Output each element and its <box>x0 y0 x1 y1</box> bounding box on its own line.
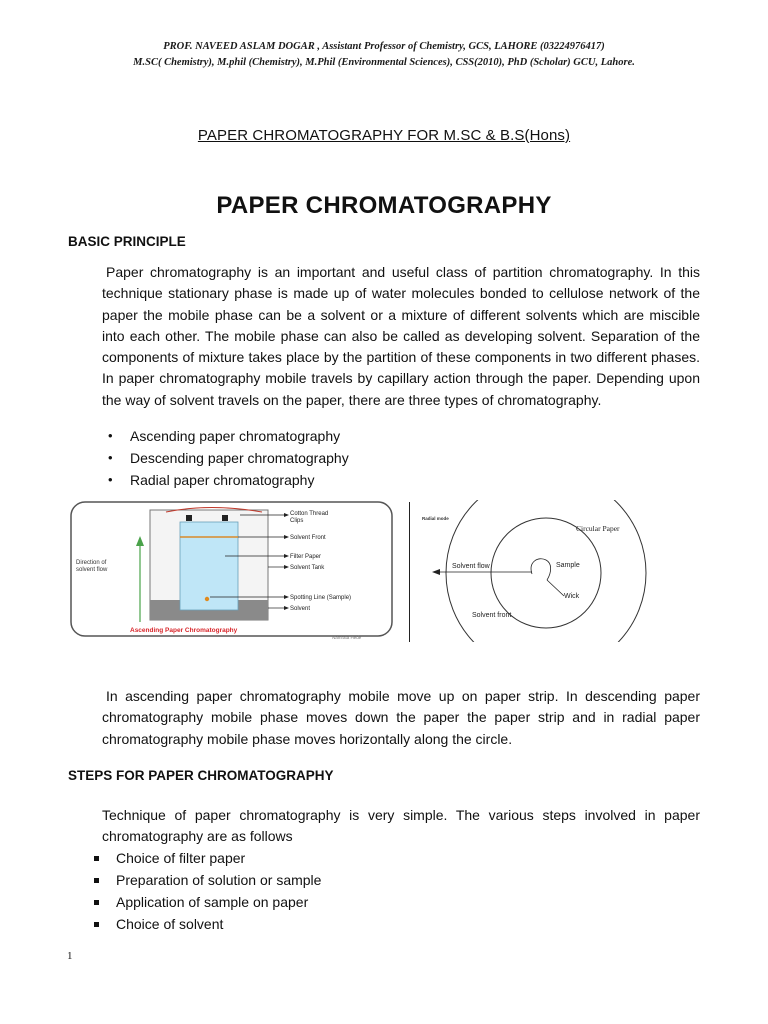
label-solvent-front: Solvent Front <box>290 535 326 541</box>
list-item: • Radial paper chromatography <box>104 469 349 491</box>
basic-principle-paragraph <box>102 262 700 411</box>
author-header-line-2: M.SC( Chemistry), M.phil (Chemistry), M.Phil (Environmental Sciences), CSS(2010), PhD (Scholar) GCU, Lahore. <box>133 57 635 68</box>
list-item: Choice of filter paper <box>92 847 321 869</box>
bullet-dot-icon: • <box>108 450 113 465</box>
list-item: • Descending paper chromatography <box>104 447 349 469</box>
figure-caption: Ascending Paper Chromatography <box>130 627 238 634</box>
document-title: PAPER CHROMATOGRAPHY <box>216 192 552 219</box>
ascending-chromatography-diagram <box>70 500 394 640</box>
page-number: 1 <box>67 950 73 962</box>
steps-intro-text: Technique of paper chromatography is very simple. The various steps involved in paper chromatography are as follows <box>102 807 700 845</box>
label-clips: Clips <box>290 518 304 524</box>
label-sample: Sample <box>556 562 580 569</box>
bullet-dot-icon: • <box>108 428 113 443</box>
bullet-square-icon <box>94 922 99 927</box>
list-item: Preparation of solution or sample <box>92 869 321 891</box>
section-heading-steps: STEPS FOR PAPER CHROMATOGRAPHY <box>68 768 334 783</box>
list-item: • Ascending paper chromatography <box>104 425 349 447</box>
bullet-square-icon <box>94 856 99 861</box>
steps-list <box>92 847 321 935</box>
sample-spot <box>205 597 209 601</box>
types-explanation-text: In ascending paper chromatography mobile move up on paper strip. In descending paper chromatography mobile phase moves down the paper the paper strip and in radial paper chromatography mobile phase moves horizontally along the circle. <box>102 688 700 747</box>
label-circular-paper: Circular Paper <box>576 524 620 533</box>
list-item: Application of sample on paper <box>92 891 321 913</box>
radial-chromatography-diagram <box>416 500 660 642</box>
direction-label-1: Direction of <box>76 560 107 566</box>
bullet-dot-icon: • <box>108 472 113 487</box>
label-filter-paper: Filter Paper <box>290 554 322 560</box>
figure-divider <box>409 502 410 642</box>
radial-mode-label: Radial mode <box>422 516 449 521</box>
label-cotton-thread: Cotton Thread <box>290 511 329 517</box>
steps-paragraph <box>102 805 700 848</box>
author-header-line-1: PROF. NAVEED ASLAM DOGAR , Assistant Professor of Chemistry, GCS, LAHORE (03224976417) <box>163 41 605 52</box>
basic-principle-text: Paper chromatography is an important and useful class of partition chromatography. In this technique stationary phase is made up of water molecules bonded to cellulose network of the paper the mobile phase can be a solvent or a mixture of different solvents which are miscible into each other. The mobile phase can also be called as developing solvent. Separation of the components of mixture takes place by the partition of these components in two different phases. In paper chromatography mobile travels by capillary action through the paper. Depending upon the way of solvent travels on the paper, there are three types of chromatography. <box>102 264 700 408</box>
label-spotting-line: Spotting Line (Sample) <box>290 595 352 601</box>
label-solvent-flow: Solvent flow <box>452 563 490 570</box>
bullet-square-icon <box>94 878 99 883</box>
section-heading-basic-principle: BASIC PRINCIPLE <box>68 234 186 249</box>
label-solvent: Solvent <box>290 606 311 612</box>
chromatography-types-list <box>104 425 349 491</box>
arrow-head-icon <box>432 569 440 575</box>
label-solvent-front: Solvent front <box>472 612 512 619</box>
figure-credit: Namrata Hede <box>332 635 362 640</box>
chromatography-types-paragraph <box>102 686 700 750</box>
bullet-square-icon <box>94 900 99 905</box>
list-item: Choice of solvent <box>92 913 321 935</box>
document-subtitle: PAPER CHROMATOGRAPHY FOR M.SC & B.S(Hons) <box>197 127 571 144</box>
direction-label-2: solvent flow <box>76 567 108 573</box>
clip-icon <box>186 515 192 521</box>
label-wick: Wick <box>564 593 580 600</box>
label-solvent-tank: Solvent Tank <box>290 565 325 571</box>
clip-icon <box>222 515 228 521</box>
